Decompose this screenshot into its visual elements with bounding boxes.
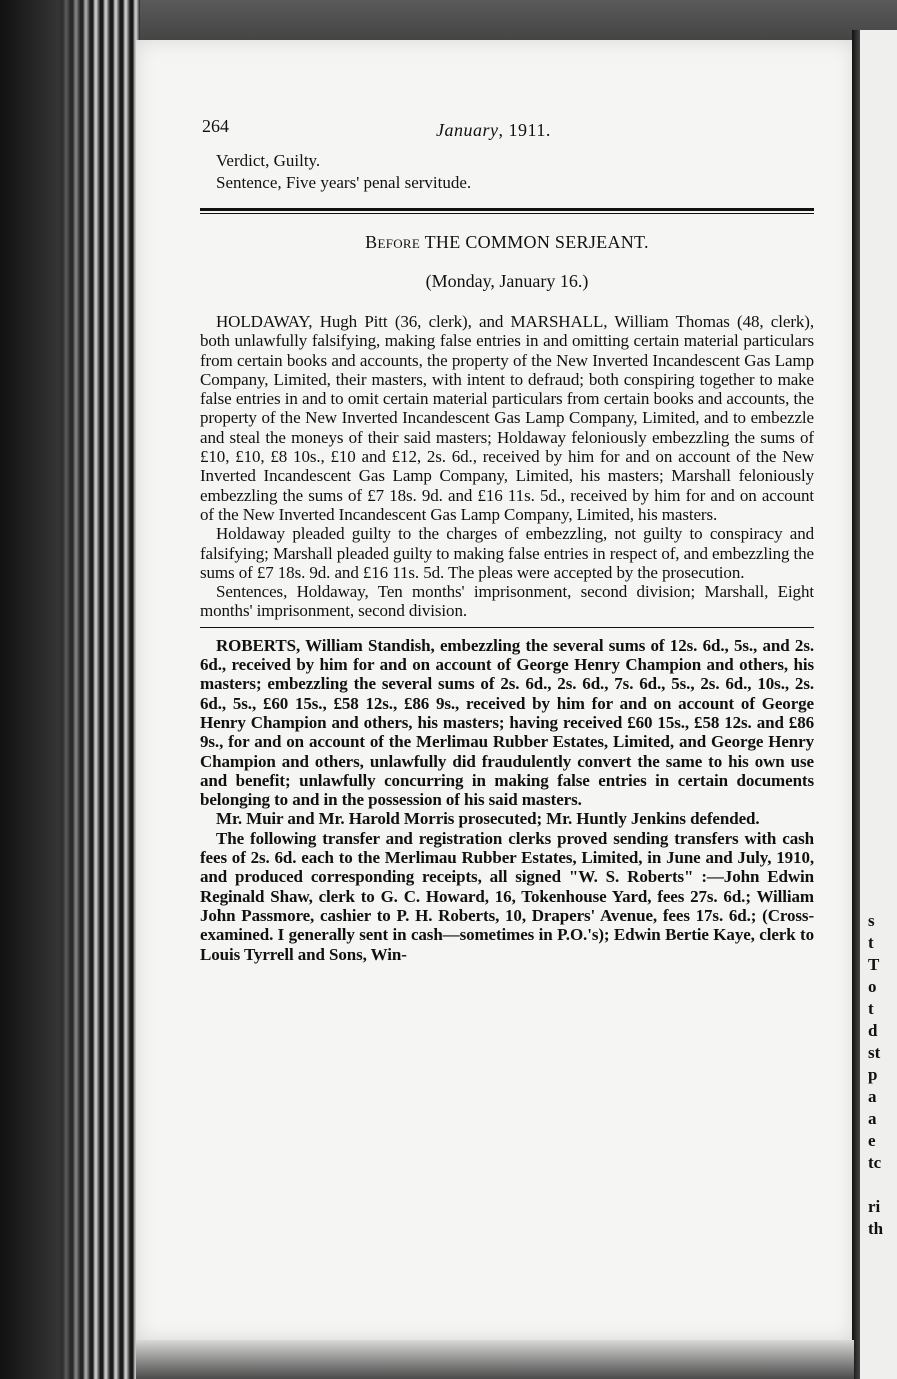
page-number: 264 xyxy=(202,116,229,136)
adjacent-page xyxy=(860,30,897,1379)
case-sentences: Sentences, Holdaway, Ten months' imprisonment, second division; Marshall, Eight months' imprisonment, second division. xyxy=(200,582,814,621)
case-evidence: The following transfer and registration clerks proved sending transfers with cash fees of 2s. 6d. each to the Merlimau Rubber Estates, Limited, in June and July, 1910, and produced corresponding receipts, all signed "W. S. Roberts" :—John Edwin Reginald Shaw, clerk to G. C. Howard, 16, Tokenhouse Yard, fees 27s. 6d.; William John Passmore, cashier to P. H. Roberts, 10, Drapers' Avenue, fees 17s. 6d.; (Cross-examined. I generally sent in cash—sometimes in P.O.'s); Edwin Bertie Kaye, clerk to Louis Tyrrell and Sons, Win- xyxy=(200,828,814,964)
court-heading xyxy=(200,232,814,253)
sitting-date: (Monday, January 16.) xyxy=(425,271,589,291)
page-header xyxy=(200,112,814,142)
case-roberts xyxy=(200,636,814,964)
case-counsel: Mr. Muir and Mr. Harold Morris prosecuted; Mr. Huntly Jenkins defended. xyxy=(216,809,760,829)
running-head-year: , 1911. xyxy=(498,120,551,140)
fragment: s xyxy=(868,911,875,930)
fragment: a xyxy=(868,1109,877,1128)
section-divider xyxy=(200,208,814,214)
page-bottom-shadow xyxy=(136,1340,854,1379)
binding-shadow xyxy=(0,0,95,1379)
fragment: tc xyxy=(868,1153,882,1172)
case-holdaway-marshall xyxy=(200,312,814,621)
prior-case-verdict xyxy=(216,150,814,194)
verdict-line: Verdict, Guilty. xyxy=(216,151,321,170)
fragment: T xyxy=(868,955,880,974)
page-content xyxy=(200,112,814,964)
case-charge: ROBERTS, William Standish, embezzling the several sums of 12s. 6d., 5s., and 2s. 6d., received by him for and on account of George Henry Champion and others, his masters; embezzling the several sums of 2s. 6d., 2s. 6d., 7s. 6d., 5s., 2s. 6d., 10s., 2s. 6d., 5s., £60 15s., £58 12s., £86 9s., received by him for and on account of George Henry Champion and others, his masters; having received £60 15s., £58 12s. and £86 9s., for and on account of the Merlimau Rubber Estates, Limited, and George Henry Champion and others, unlawfully did fraudulently convert the same to his own use and benefit; unlawfully concurring in making false entries in certain documents belonging to and in the possession of his said masters. xyxy=(200,635,814,810)
fragment: e xyxy=(868,1131,876,1150)
fragment: t xyxy=(868,933,874,952)
sentence-line: Sentence, Five years' penal servitude. xyxy=(216,173,472,192)
case-divider xyxy=(200,627,814,628)
case-charge: HOLDAWAY, Hugh Pitt (36, clerk), and MARSHALL, William Thomas (48, clerk), both unlawfully falsifying, making false entries in and omitting certain material particulars from certain books and accounts, the property of the New Inverted Incandescent Gas Lamp Company, Limited, their masters, with intent to defraud; both conspiring together to make false entries in and to omit certain material particulars from certain books and accounts, the property of the New Inverted Incandescent Gas Lamp Company, Limited, and to embezzle and steal the moneys of their said masters; Holdaway feloniously embezzling the sums of £10, £10, £8 10s., £10 and £12, 2s. 6d., received by him for and on account of the New Inverted Incandescent Gas Lamp Company, Limited, his masters; Marshall feloniously embezzling the sums of £7 18s. 9d. and £16 11s. 5d., received by him for and on account of the New Inverted Incandescent Gas Lamp Company, Limited, his masters. xyxy=(200,312,814,524)
fragment: th xyxy=(868,1219,884,1238)
fragment: ri xyxy=(868,1197,881,1216)
fragment: p xyxy=(868,1065,878,1084)
fragment: st xyxy=(868,1043,881,1062)
fragment: t xyxy=(868,999,874,1018)
court-judge: THE COMMON SERJEANT. xyxy=(420,232,649,252)
court-before: Before xyxy=(365,232,421,252)
running-head xyxy=(436,120,551,141)
fragment: d xyxy=(868,1021,878,1040)
running-head-month: January xyxy=(436,120,499,140)
fragment: o xyxy=(868,977,877,996)
fragment: a xyxy=(868,1087,877,1106)
case-pleas: Holdaway pleaded guilty to the charges of embezzling, not guilty to conspiracy and falsifying; Marshall pleaded guilty to making false entries in respect of, and embezzling the sums of £7 18s. 9d. and £16 11s. 5d. The pleas were accepted by the prosecution. xyxy=(200,524,814,582)
